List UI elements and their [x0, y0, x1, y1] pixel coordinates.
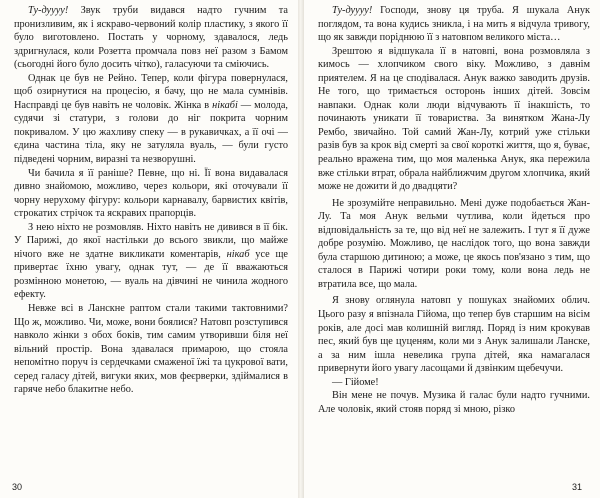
text-run: — молода, судячи зі статури, з голови до ніг покрита чорним покривалом. У цю жахливу спеку — в рукавичках, а її очі — єдина частина тіла, яку не затуляла вуаль, — були густо підведені чорним, виразні та незворушні. [14, 99, 288, 166]
italic-text: Ту-дуууу! [28, 5, 69, 16]
paragraph [318, 45, 590, 194]
text-run: Однак це був не Рейно. Тепер, коли фігура повернулася, щоб озирнутися на процесію, я бачу, що не мала сумнівів. Насправді це був навіть не чоловік. Жінка в [14, 72, 288, 111]
book-gutter [298, 0, 304, 498]
italic-text: Ту-дуууу! [332, 5, 373, 16]
right-page-number: 31 [572, 482, 583, 492]
left-page [14, 4, 288, 474]
text-run: Чи бачила я її раніше? Певне, що ні. Її вона видавалася дивно знайомою, можливо, через кольори, які оточували її чорну нерухому фігуру: кольори карнавалу, барвистих квітів, строкатих стрічок та яскравих прапорців. [14, 167, 288, 220]
italic-text: нікаб [226, 248, 250, 260]
paragraph [318, 376, 590, 390]
text-run: Господи, знову ця труба. Я шукала Анук поглядом, та вона кудись зникла, і на мить я відчула тривогу, що як завжди поріднюю її з натовпом великого міста… [318, 5, 590, 44]
paragraph [14, 4, 288, 72]
paragraph [318, 4, 590, 45]
italic-text: нікабі [212, 99, 238, 111]
paragraph [14, 302, 288, 397]
text-run: — Гійоме! [332, 376, 379, 388]
paragraph [14, 72, 288, 167]
paragraph [14, 221, 288, 302]
text-run: Не зрозумійте неправильно. Мені дуже подобається Жан-Лу. Та моя Анук вельми чутлива, коли йдеться про відповідальність за те, що від неї не залежить. І тут я її дуже добре розумію. Можливо, це наслідок того, що вона завжди була старшою дитиною; а може, це якось пов'язано з тим, що сталося в Парижі чотири роки тому, коли вона ледь не втратила все, що мала. [318, 197, 590, 290]
paragraph [14, 167, 288, 221]
paragraph [318, 197, 590, 292]
text-run: Зрештою я відшукала її в натовпі, вона розмовляла з кимось — хлопчиком свого віку. Можливо, з давнім приятелем. Я на це сподівалася. Анук важко заводить друзів. Не того, що тримається осторонь інших дітей. Зовсім навпаки. Однак коли люди відчувають її інакшість, то починають уникати її товариства. За винятком Жана-Лу Рембо, звичайно. Той самий Жан-Лу, котрий уже стільки разів був за крок від смерті за свої короткі життя, що я, буває, реально вражена тим, що моя маленька Анук, яка пережила вже стільки втрат, обрала найближчим другом хлопчика, який може не дожити й до двадцяти? [318, 45, 590, 193]
paragraph [318, 294, 590, 375]
text-run: Звук труби видався надто гучним та пронизливим, як і яскраво-червоний колір пластику, з якого її було виготовлено. Постать у чорному, здавалося, ледь здригнулася, коли Розетта промчала повз неї разом з Бамом (сьогодні його було досить чітко), галасуючи та сміючись. [14, 5, 288, 71]
text-run: Я знову оглянула натовп у пошуках знайомих облич. Цього разу я впізнала Гійома, що тепер був старшим на вісім років, але досі мав колишній вигляд. Поряд із ним крокував пес, який був ще цуценям, коли ми з Анук залишали Ланске, а за ним ішла невелика група дітей, яка намагалася привернути його увагу ласощами й дзвінким щебечучи. [318, 295, 590, 375]
text-run: Невже всі в Ланскне раптом стали такими тактовними? Що ж, можливо. Чи, може, вони боялися? Натовп розступився навколо жінки з обох боків, тим самим утворивши біля неї вільний простір. Вона здавалася примарою, що стояла непомітно поруч із сердечками смаженої їжі та цукрової вати, серед галасу дітей, вигуки яких, мов феєрверки, здіймалися в гаряче небо блакитне небо. [14, 303, 288, 396]
text-run: Він мене не почув. Музика й галас були надто гучними. Але чоловік, який стояв поряд зі мною, різко [318, 390, 590, 415]
text-run: усе ще привертає їхню увагу, однак тут, — де її вважаються розмінною монетою, — вуаль на дівчині не чинила жодного ефекту. [14, 248, 288, 301]
paragraph [318, 389, 590, 416]
text-run: З нею ніхто не розмовляв. Ніхто навіть не дивився в її бік. У Парижі, до якої настільки до всього звикли, що майже нічого вже не здатне викликати коментарів, [14, 221, 288, 260]
left-page-number: 30 [12, 482, 23, 492]
right-page [318, 4, 590, 474]
